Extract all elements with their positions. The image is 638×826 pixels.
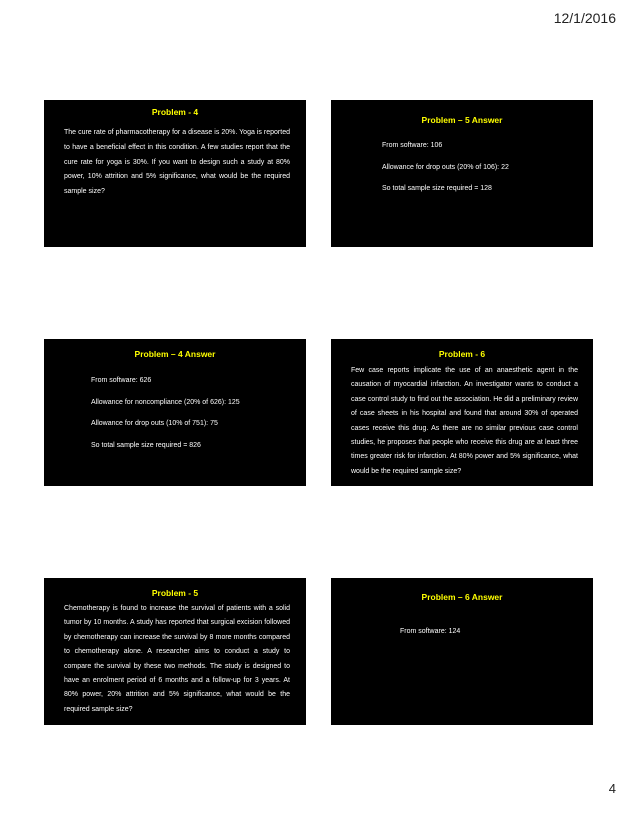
slide-title: Problem - 6 — [438, 349, 486, 359]
page-number: 4 — [608, 781, 616, 796]
answer-list — [91, 377, 240, 463]
slide-body: The cure rate of pharmacotherapy for a disease is 20%. Yoga is reported to have a beneficial effect in this condition. A few studies report that the cure rate for yoga is 30%. If you want to design such a study at 80% power, 10% attrition and 5% significance, what would be the required sample size? — [64, 129, 290, 196]
answer-line: Allowance for drop outs (20% of 106): 22 — [382, 163, 509, 171]
answer-line: From software: 626 — [91, 377, 152, 384]
slide-problem-4 — [44, 100, 306, 247]
slide-body: Chemotherapy is found to increase the survival of patients with a solid tumor by 10 months. A study has reported that surgical excision followed by chemotherapy can increase the survival by 8 more months compared to chemotherapy alone. A researcher aims to conduct a study to compare the survival by these two methods. The study is designed to have an enrolment period of 6 months and a follow-up for 3 years. At 80% power, 20% attrition and 5% significance, what would be the required sample size? — [64, 605, 290, 713]
slide-title: Problem – 5 Answer — [421, 115, 503, 125]
slide-title: Problem – 4 Answer — [134, 349, 216, 359]
slide-problem-6 — [331, 339, 593, 486]
header-date: 12/1/2016 — [553, 10, 616, 26]
answer-line: Allowance for drop outs (10% of 751): 75 — [91, 420, 218, 428]
answer-line: From software: 106 — [382, 142, 443, 149]
slide-title: Problem - 5 — [151, 588, 199, 598]
slide-problem-6-answer — [331, 578, 593, 725]
slide-problem-5 — [44, 578, 306, 725]
answer-list — [400, 628, 460, 650]
slide-problem-5-answer — [331, 100, 593, 247]
answer-line: So total sample size required = 826 — [91, 441, 201, 449]
slide-title: Problem – 6 Answer — [421, 592, 503, 602]
answer-line: Allowance for noncompliance (20% of 626): 125 — [91, 398, 240, 406]
slide-title: Problem - 4 — [151, 107, 199, 117]
slide-body: Few case reports implicate the use of an anaesthetic agent in the causation of myocardial infarction. An investigator wants to conduct a case control study to find out the association. He did a preliminary review of case sheets in his hospital and found that around 30% of operated cases receive this drug. As there are no similar previous case control studies, he proposes that people who receive this drug are at least three times greater risk for infarction. At 80% power and 5% significance, what would be the required sample size? — [351, 367, 578, 475]
answer-list — [382, 142, 509, 207]
slide-problem-4-answer — [44, 339, 306, 486]
answer-line: From software: 124 — [400, 628, 461, 635]
answer-line: So total sample size required = 128 — [382, 185, 492, 193]
